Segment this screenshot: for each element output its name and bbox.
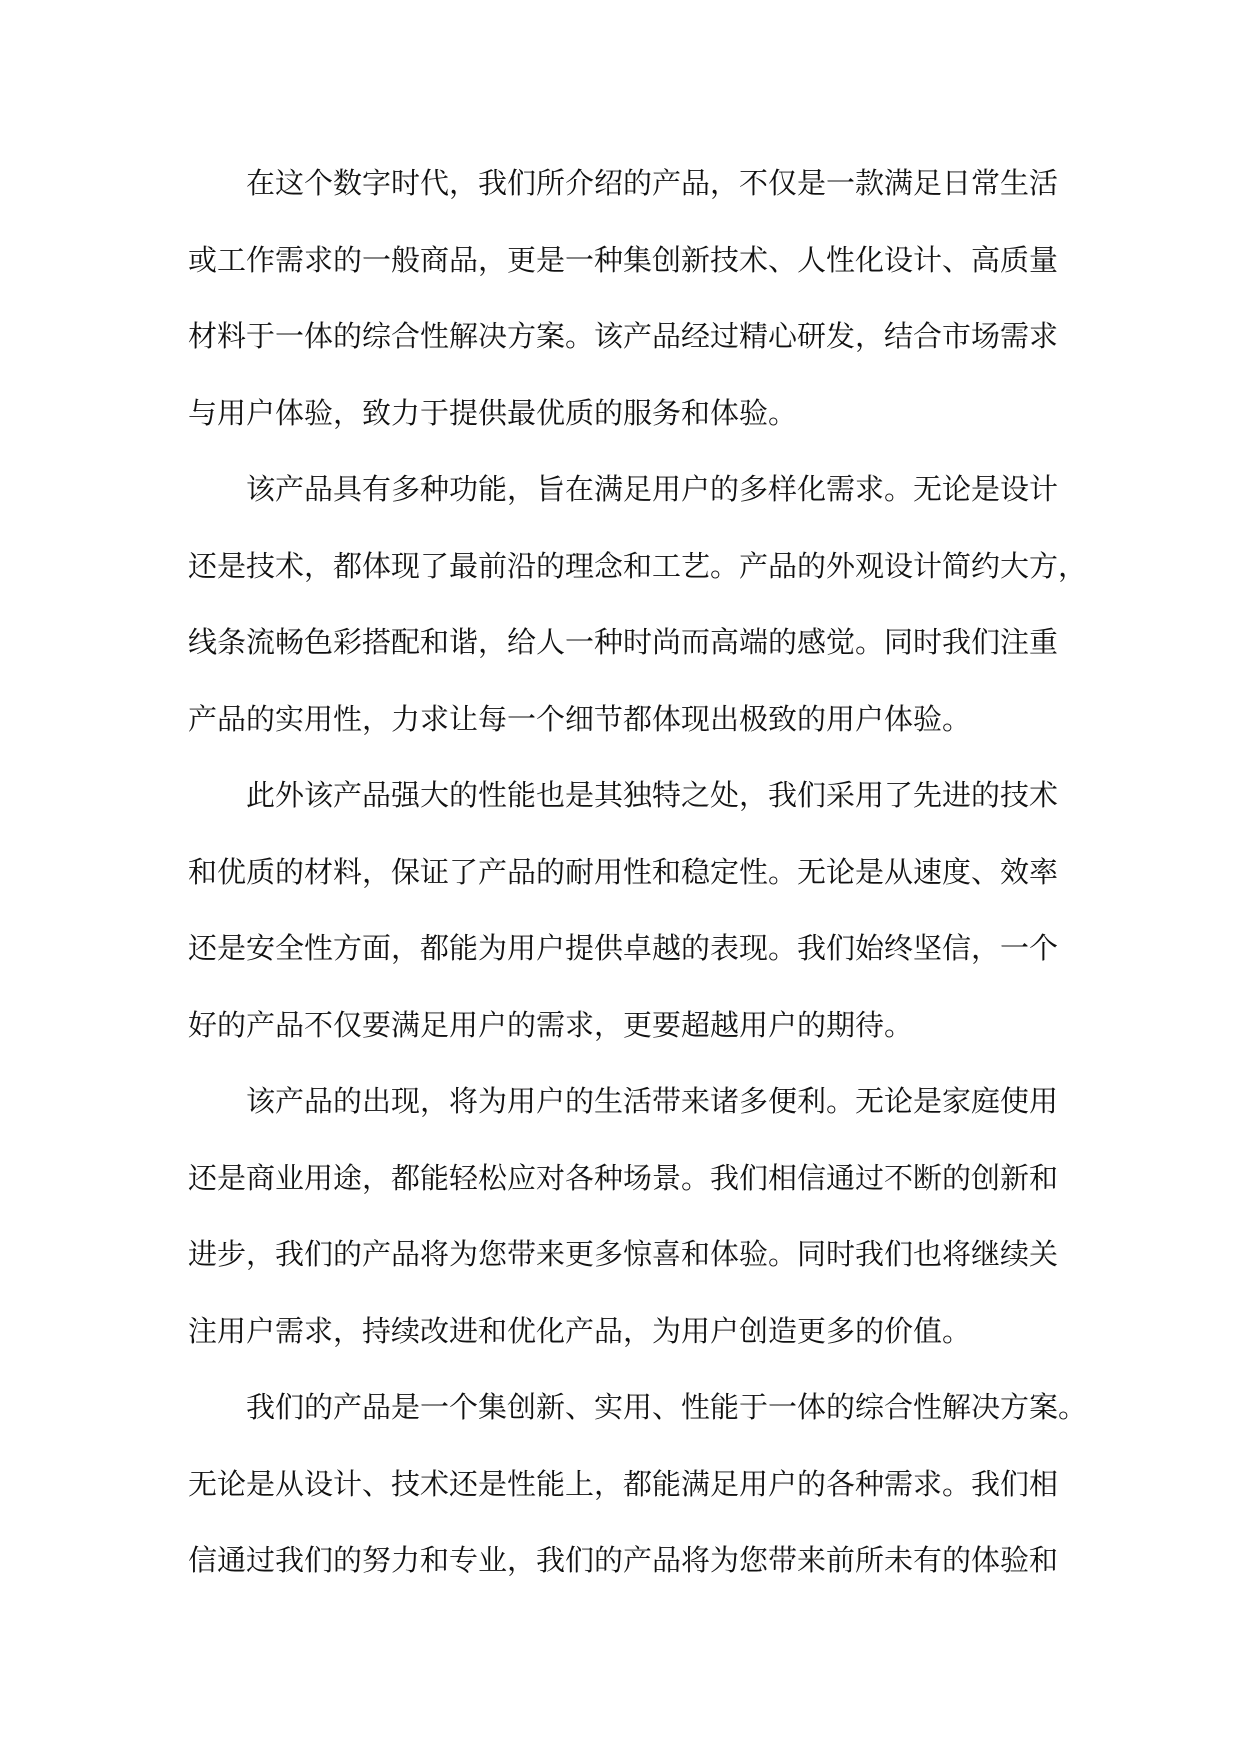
paragraph-3: [188, 757, 1059, 1063]
paragraph-1: [188, 145, 1059, 451]
text-line: 线条流畅色彩搭配和谐，给人一种时尚而高端的感觉。同时我们注重: [188, 625, 1059, 659]
text-line: 还是商业用途，都能轻松应对各种场景。我们相信通过不断的创新和: [188, 1160, 1059, 1195]
text-line: 注用户需求，持续改进和优化产品，为用户创造更多的价值。: [188, 1313, 972, 1348]
paragraph-4: [188, 1063, 1059, 1369]
text-line: 信通过我们的努力和专业，我们的产品将为您带来前所未有的体验和: [188, 1543, 1059, 1577]
text-line: 此外该产品强大的性能也是其独特之处，我们采用了先进的技术: [246, 778, 1059, 812]
text-line: 产品的实用性，力求让每一个细节都体现出极致的用户体验。: [188, 701, 972, 736]
text-line: 还是技术，都体现了最前沿的理念和工艺。产品的外观设计简约大方，: [188, 548, 1088, 583]
text-line: 还是安全性方面，都能为用户提供卓越的表现。我们始终坚信，一个: [188, 931, 1059, 965]
text-line: 和优质的材料，保证了产品的耐用性和稳定性。无论是从速度、效率: [188, 854, 1059, 889]
text-line: 与用户体验，致力于提供最优质的服务和体验。: [188, 395, 798, 430]
paragraph-2: [188, 451, 1088, 757]
text-line: 好的产品不仅要满足用户的需求，更要超越用户的期待。: [188, 1007, 914, 1042]
text-line: 无论是从设计、技术还是性能上，都能满足用户的各种需求。我们相: [188, 1466, 1059, 1501]
body-text: [188, 145, 1088, 1599]
text-line: 材料于一体的综合性解决方案。该产品经过精心研发，结合市场需求: [188, 319, 1059, 353]
text-line: 在这个数字时代，我们所介绍的产品，不仅是一款满足日常生活: [246, 166, 1059, 200]
text-line: 该产品的出现，将为用户的生活带来诸多便利。无论是家庭使用: [246, 1084, 1059, 1118]
text-line: 该产品具有多种功能，旨在满足用户的多样化需求。无论是设计: [246, 472, 1059, 506]
text-line: 进步，我们的产品将为您带来更多惊喜和体验。同时我们也将继续关: [188, 1237, 1059, 1271]
text-line: 或工作需求的一般商品，更是一种集创新技术、人性化设计、高质量: [188, 242, 1059, 277]
paragraph-5: [188, 1369, 1088, 1599]
text-line: 我们的产品是一个集创新、实用、性能于一体的综合性解决方案。: [246, 1390, 1088, 1424]
